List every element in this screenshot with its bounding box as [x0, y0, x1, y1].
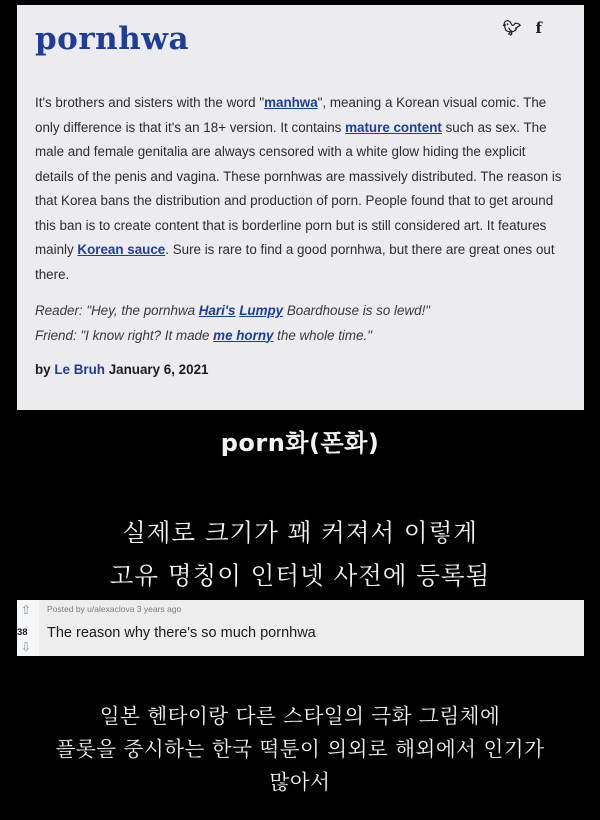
inline-term-link[interactable]: Lumpy — [239, 303, 284, 318]
definition-card — [17, 5, 584, 410]
inline-term-link[interactable]: me horny — [213, 327, 274, 343]
example-line-1: Reader: "Hey, the pornhwa Hari's Lumpy Boardhouse is so lewd!" — [35, 303, 431, 318]
caption-middle — [0, 511, 600, 597]
caption-bottom-line: 많아서 — [269, 770, 331, 794]
share-buttons — [503, 19, 543, 37]
post-meta: Posted by u/alexaclova 3 years ago — [47, 604, 182, 614]
by-prefix: by — [35, 362, 51, 377]
vote-column — [17, 600, 39, 656]
caption-middle-line: 실제로 크기가 꽤 커져서 이렇게 — [122, 518, 478, 547]
reddit-post[interactable] — [17, 600, 584, 656]
post-title[interactable]: The reason why there's so much pornhwa — [47, 625, 316, 641]
definition-body: It's brothers and sisters with the word "manhwa", meaning a Korean visual comic. The only difference is that it's an 18+ version. It contains mature content such as sex. The male and female genitalia are always censored with a white glow hiding the explicit details of the penis and vagina. These pornhwas are massively distributed. The reason is that Korea bans the distribution and production of porn. People found that to get around this ban is to create content that is borderline porn but is still considered art. It features mainly Korean sauce. Sure is rare to find a good pornhwa, but there are great ones out there. — [35, 95, 562, 282]
definition-date: January 6, 2021 — [108, 362, 209, 377]
definition-word[interactable]: pornhwa — [35, 21, 190, 57]
inline-term-link[interactable]: manhwa — [264, 95, 318, 110]
caption-middle-line: 고유 명칭이 인터넷 사전에 등록됨 — [109, 561, 491, 590]
definition-byline — [35, 362, 566, 377]
inline-term-link[interactable]: Korean sauce — [77, 242, 166, 257]
caption-title: porn화(폰화) — [220, 429, 380, 457]
caption-bottom-line: 일본 헨타이랑 다른 스타일의 극화 그림체에 — [99, 704, 501, 728]
definition-example — [35, 299, 566, 348]
caption-bottom-line: 플롯을 중시하는 한국 떡툰이 의외로 해외에서 인기가 — [55, 737, 545, 761]
author-link[interactable]: Le Bruh — [54, 362, 105, 377]
example-line-2: Friend: "I know right? It made me horny the whole time." — [35, 327, 372, 343]
twitter-icon[interactable]: 🐦︎ — [502, 20, 522, 37]
upvote-icon[interactable]: ⇧ — [21, 603, 32, 617]
inline-term-link[interactable]: Hari's — [198, 303, 236, 318]
caption-bottom — [0, 700, 600, 799]
downvote-icon[interactable]: ⇩ — [21, 640, 32, 654]
vote-count: 38 — [17, 627, 28, 638]
inline-term-link[interactable]: mature content — [345, 119, 442, 135]
facebook-icon[interactable]: f — [535, 19, 542, 37]
